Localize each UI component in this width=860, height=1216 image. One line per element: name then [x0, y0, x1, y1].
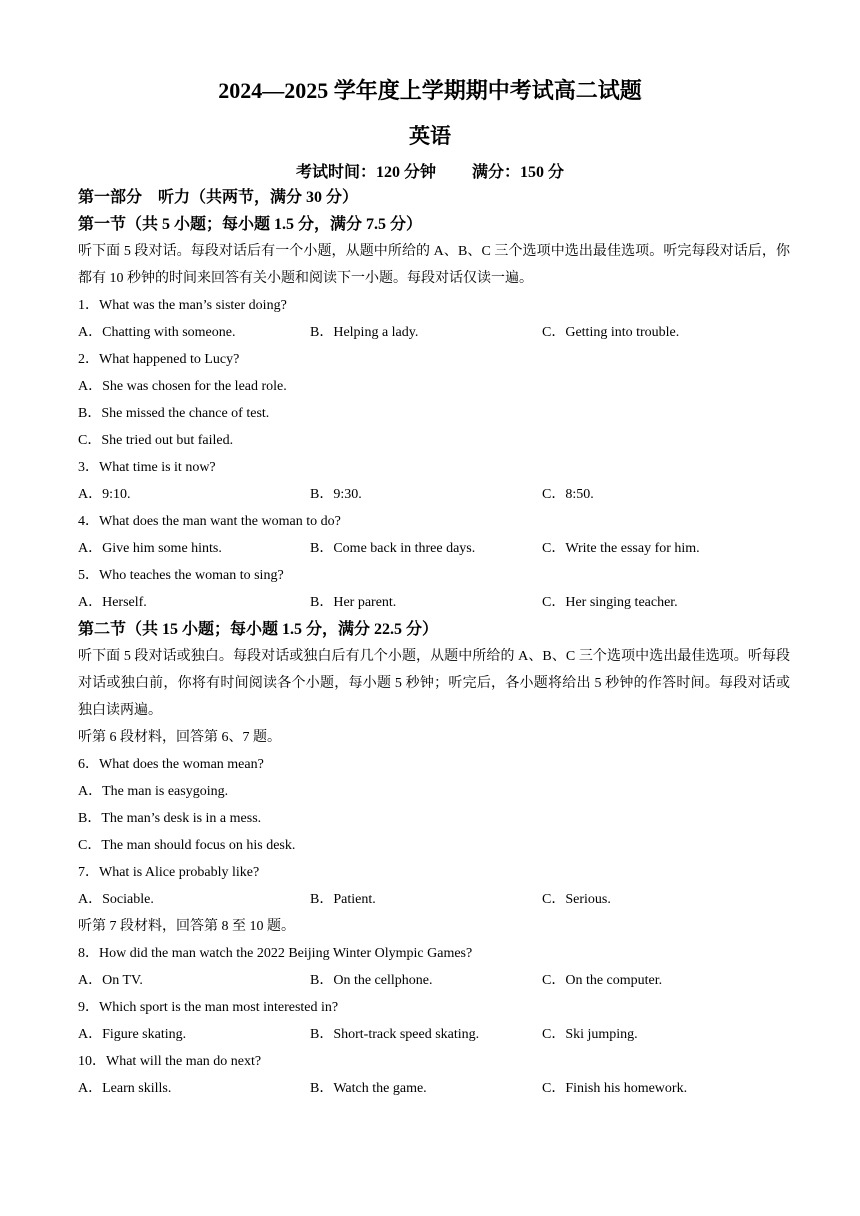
option-b: B．The man’s desk is in a mess.: [78, 811, 262, 826]
subject-title: 英语: [409, 124, 451, 148]
option-c: C．Serious.: [542, 892, 611, 907]
option-row: [78, 535, 790, 562]
option-row: [78, 1021, 790, 1048]
option-c: C．Ski jumping.: [542, 1027, 638, 1042]
option-c: C．8:50.: [542, 487, 594, 502]
exam-content: [78, 184, 790, 1102]
option-b: B．She missed the chance of test.: [78, 406, 270, 421]
option-a: A．Figure skating.: [78, 1027, 187, 1042]
option-a: A．On TV.: [78, 973, 143, 988]
question-stem: 7．What is Alice probably like?: [78, 865, 260, 880]
exam-time: 考试时间：120 分钟: [295, 164, 436, 181]
option-b: B．Come back in three days.: [310, 541, 476, 556]
material-note: 听第 6 段材料，回答第 6、7 题。: [78, 730, 281, 745]
option-c: C．She tried out but failed.: [78, 433, 234, 448]
question-stem: 3．What time is it now?: [78, 460, 216, 475]
option-b: B．Her parent.: [310, 595, 397, 610]
part1-heading: 第一部分 听力（共两节，满分 30 分）: [78, 189, 359, 206]
question-stem: 10．What will the man do next?: [78, 1054, 262, 1069]
option-row: [78, 481, 790, 508]
option-b: B．Helping a lady.: [310, 325, 419, 340]
option-a: A．She was chosen for the lead role.: [78, 379, 287, 394]
question-stem: 6．What does the woman mean?: [78, 757, 264, 772]
option-row: [78, 886, 790, 913]
option-c: C．Her singing teacher.: [542, 595, 678, 610]
option-b: B．On the cellphone.: [310, 973, 433, 988]
question-stem: 4．What does the man want the woman to do?: [78, 514, 341, 529]
option-row: [78, 589, 790, 616]
option-c: C．On the computer.: [542, 973, 663, 988]
material-note: 听第 7 段材料，回答第 8 至 10 题。: [78, 919, 295, 934]
option-a: A．Sociable.: [78, 892, 154, 907]
exam-title: 2024—2025 学年度上学期期中考试高二试题: [218, 78, 642, 103]
option-a: A．Learn skills.: [78, 1081, 172, 1096]
option-b: B．Patient.: [310, 892, 376, 907]
option-row: [78, 967, 790, 994]
exam-info: [0, 159, 860, 182]
option-a: A．9:10.: [78, 487, 131, 502]
option-a: A．Chatting with someone.: [78, 325, 236, 340]
section1-heading: 第一节（共 5 小题；每小题 1.5 分，满分 7.5 分）: [78, 216, 423, 233]
option-a: A．The man is easygoing.: [78, 784, 229, 799]
option-b: B．9:30.: [310, 487, 362, 502]
option-row: [78, 1075, 790, 1102]
option-row: [78, 319, 790, 346]
section2-instructions: 听下面 5 段对话或独白。每段对话或独白后有几个小题，从题中所给的 A、B、C 三个选项中选出最佳选项。听每段对话或独白前，你将有时间阅读各个小题，每小题 5 秒钟；听完后，各小题将给出 5 秒钟的作答时间。每段对话或独白读两遍。: [78, 649, 790, 718]
option-a: A．Give him some hints.: [78, 541, 222, 556]
question-stem: 8．How did the man watch the 2022 Beijing Winter Olympic Games?: [78, 946, 473, 961]
section1-instructions: 听下面 5 段对话。每段对话后有一个小题，从题中所给的 A、B、C 三个选项中选出最佳选项。听完每段对话后，你都有 10 秒钟的时间来回答有关小题和阅读下一小题。每段对话仅读一遍。: [78, 244, 790, 286]
option-c: C．The man should focus on his desk.: [78, 838, 296, 853]
question-stem: 9．Which sport is the man most interested in?: [78, 1000, 339, 1015]
option-b: B．Short-track speed skating.: [310, 1027, 480, 1042]
option-c: C．Write the essay for him.: [542, 541, 700, 556]
exam-full-score: 满分：150 分: [472, 164, 565, 181]
section2-heading: 第二节（共 15 小题；每小题 1.5 分，满分 22.5 分）: [78, 621, 439, 638]
question-stem: 5．Who teaches the woman to sing?: [78, 568, 284, 583]
question-stem: 1．What was the man’s sister doing?: [78, 298, 287, 313]
option-b: B．Watch the game.: [310, 1081, 427, 1096]
option-c: C．Finish his homework.: [542, 1081, 688, 1096]
option-a: A．Herself.: [78, 595, 147, 610]
question-stem: 2．What happened to Lucy?: [78, 352, 240, 367]
option-c: C．Getting into trouble.: [542, 325, 680, 340]
